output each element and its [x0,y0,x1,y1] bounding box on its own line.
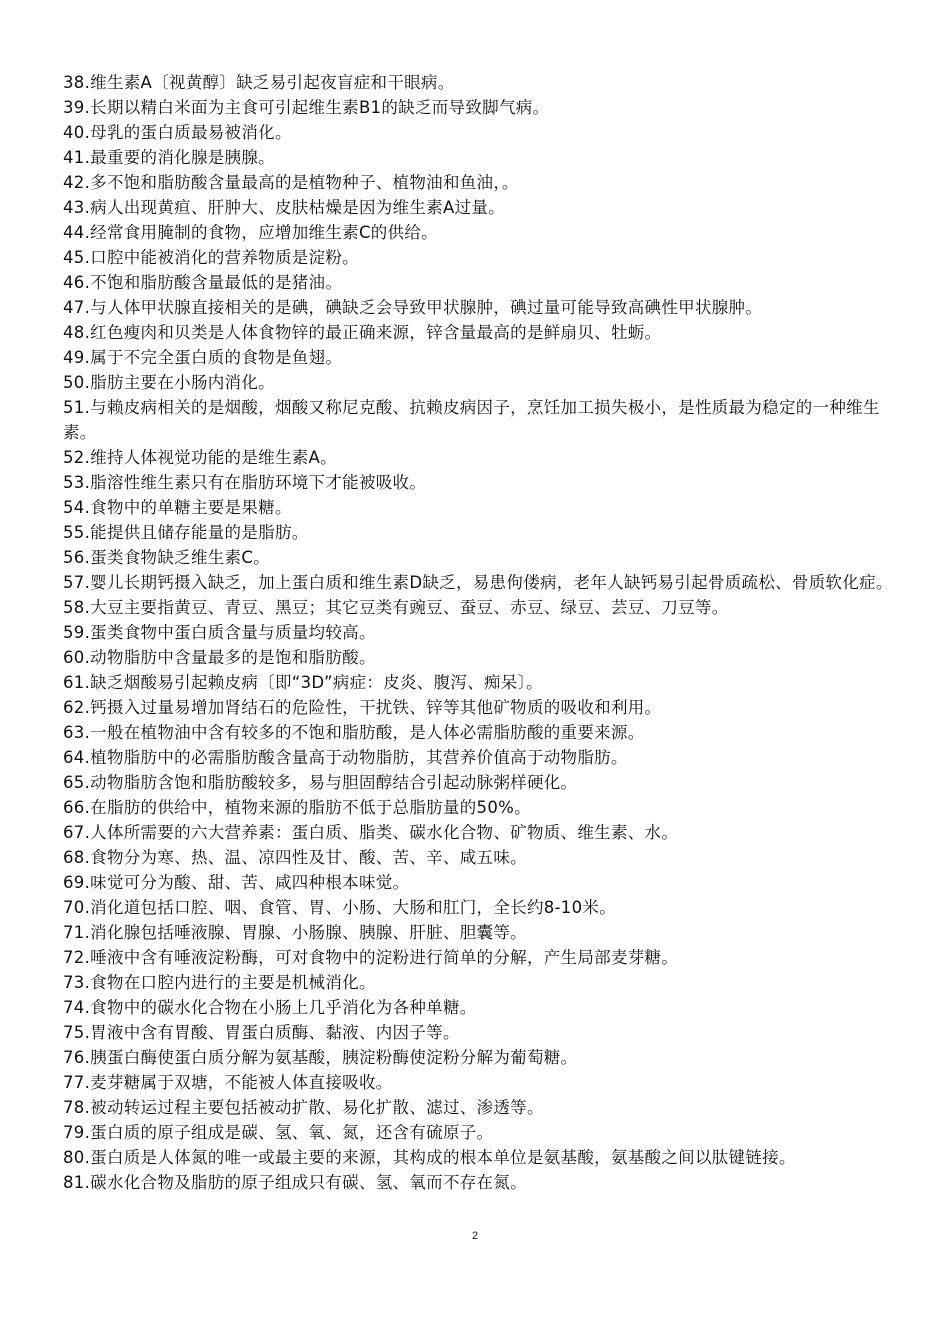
item-text: 长期以精白米面为主食可引起维生素B1的缺乏而导致脚气病。 [90,98,550,117]
item-text: 脂溶性维生素只有在脂肪环境下才能被吸收。 [90,473,427,492]
item-number: 81. [63,1173,91,1192]
item-text: 婴儿长期钙摄入缺乏，加上蛋白质和维生素D缺乏，易患佝偻病，老年人缺钙易引起骨质疏松、骨质软化症。 [90,573,893,592]
document-body [63,70,903,1195]
item-text: 多不饱和脂肪酸含量最高的是植物种子、植物油和鱼油，。 [90,173,519,192]
item-text: 唾液中含有唾液淀粉酶，可对食物中的淀粉进行简单的分解，产生局部麦芽糖。 [90,948,679,967]
item-number: 75. [63,1023,91,1042]
list-item [63,995,903,1020]
item-text: 人体所需要的六大营养素：蛋白质、脂类、碳水化合物、矿物质、维生素、水。 [90,823,679,842]
item-text: 脂肪主要在小肠内消化。 [90,373,275,392]
list-item [63,1145,903,1170]
item-text: 蛋白质是人体氮的唯一或最主要的来源，其构成的根本单位是氨基酸，氨基酸之间以肽键链接。 [90,1148,796,1167]
item-text: 维持人体视觉功能的是维生素A。 [90,448,337,467]
item-number: 73. [63,973,91,992]
item-text: 钙摄入过量易增加肾结石的危险性，干扰铁、锌等其他矿物质的吸收和利用。 [90,698,662,717]
list-item [63,245,903,270]
item-number: 39. [63,98,91,117]
item-number: 80. [63,1148,91,1167]
list-item [63,270,903,295]
list-item [63,170,903,195]
item-number: 49. [63,348,91,367]
list-item [63,695,903,720]
item-text: 食物中的单糖主要是果糖。 [90,498,292,517]
item-text: 味觉可分为酸、甜、苦、咸四种根本味觉。 [90,873,410,892]
item-text: 被动转运过程主要包括被动扩散、易化扩散、滤过、渗透等。 [90,1098,544,1117]
item-number: 74. [63,998,91,1017]
list-item [63,1045,903,1070]
list-item [63,670,903,695]
list-item [63,945,903,970]
item-text: 食物中的碳水化合物在小肠上几乎消化为各种单糖。 [90,998,477,1017]
item-number: 69. [63,873,91,892]
item-number: 79. [63,1123,91,1142]
item-text: 不饱和脂肪酸含量最低的是猪油。 [90,273,343,292]
item-text: 消化道包括口腔、咽、食管、胃、小肠、大肠和肛门，全长约8-10米。 [90,898,616,917]
item-text: 在脂肪的供给中，植物来源的脂肪不低于总脂肪量的50%。 [90,798,531,817]
list-item [63,295,903,320]
list-item [63,1020,903,1045]
list-item [63,470,903,495]
item-text: 与人体甲状腺直接相关的是碘，碘缺乏会导致甲状腺肿，碘过量可能导致高碘性甲状腺肿。 [90,298,763,317]
list-item [63,795,903,820]
list-item [63,345,903,370]
item-text: 蛋类食物缺乏维生素C。 [90,548,270,567]
item-text: 红色瘦肉和贝类是人体食物锌的最正确来源，锌含量最高的是鲜扇贝、牡蛎。 [90,323,662,342]
list-item [63,1070,903,1095]
list-item [63,920,903,945]
item-number: 58. [63,598,91,617]
item-text: 缺乏烟酸易引起赖皮病〔即“3D”病症：皮炎、腹泻、痴呆〕。 [90,673,543,692]
item-number: 54. [63,498,91,517]
list-item [63,595,903,620]
item-text: 一般在植物油中含有较多的不饱和脂肪酸，是人体必需脂肪酸的重要来源。 [90,723,645,742]
list-item [63,845,903,870]
item-text: 母乳的蛋白质最易被消化。 [90,123,292,142]
list-item [63,1120,903,1145]
item-number: 70. [63,898,91,917]
item-text: 病人出现黄疸、肝肿大、皮肤枯燥是因为维生素A过量。 [90,198,505,217]
list-item [63,495,903,520]
item-number: 45. [63,248,91,267]
item-text: 胰蛋白酶使蛋白质分解为氨基酸，胰淀粉酶使淀粉分解为葡萄糖。 [90,1048,578,1067]
item-number: 42. [63,173,91,192]
list-item [63,95,903,120]
item-number: 68. [63,848,91,867]
item-text: 食物在口腔内进行的主要是机械消化。 [90,973,376,992]
list-item [63,520,903,545]
list-item [63,545,903,570]
list-item [63,620,903,645]
list-item [63,570,903,595]
list-item [63,770,903,795]
item-text: 动物脂肪中含量最多的是饱和脂肪酸。 [90,648,376,667]
item-number: 76. [63,1048,91,1067]
item-text: 蛋类食物中蛋白质含量与质量均较高。 [90,623,376,642]
item-number: 71. [63,923,91,942]
item-text: 植物脂肪中的必需脂肪酸含量高于动物脂肪，其营养价值高于动物脂肪。 [90,748,628,767]
page-number: 2 [471,1230,479,1242]
list-item [63,1170,903,1195]
item-number: 46. [63,273,91,292]
item-number: 47. [63,298,91,317]
list-item [63,895,903,920]
item-text: 消化腺包括唾液腺、胃腺、小肠腺、胰腺、肝脏、胆囊等。 [90,923,527,942]
item-number: 48. [63,323,91,342]
item-text: 蛋白质的原子组成是碳、氢、氧、氮，还含有硫原子。 [90,1123,494,1142]
item-text: 维生素A〔视黄醇〕缺乏易引起夜盲症和干眼病。 [90,73,455,92]
item-number: 60. [63,648,91,667]
list-item [63,220,903,245]
list-item [63,320,903,345]
list-item [63,720,903,745]
item-number: 38. [63,73,91,92]
item-number: 53. [63,473,91,492]
item-text: 与赖皮病相关的是烟酸，烟酸又称尼克酸、抗赖皮病因子，烹饪加工损失极小，是性质最为稳定的一种维生素。 [63,398,880,442]
item-number: 63. [63,723,91,742]
list-item [63,70,903,95]
item-text: 最重要的消化腺是胰腺。 [90,148,275,167]
list-item [63,195,903,220]
item-number: 55. [63,523,91,542]
item-number: 66. [63,798,91,817]
list-item [63,870,903,895]
list-item [63,745,903,770]
item-number: 41. [63,148,91,167]
item-number: 65. [63,773,91,792]
item-number: 40. [63,123,91,142]
item-number: 57. [63,573,91,592]
item-text: 碳水化合物及脂肪的原子组成只有碳、氢、氧而不存在氮。 [90,1173,527,1192]
item-number: 43. [63,198,91,217]
item-number: 67. [63,823,91,842]
item-number: 64. [63,748,91,767]
list-item [63,395,903,445]
item-number: 52. [63,448,91,467]
item-text: 食物分为寒、热、温、凉四性及甘、酸、苦、辛、咸五味。 [90,848,527,867]
list-item [63,145,903,170]
list-item [63,120,903,145]
list-item [63,445,903,470]
item-number: 59. [63,623,91,642]
item-text: 大豆主要指黄豆、青豆、黑豆；其它豆类有豌豆、蚕豆、赤豆、绿豆、芸豆、刀豆等。 [90,598,729,617]
item-text: 能提供且储存能量的是脂肪。 [90,523,309,542]
item-number: 78. [63,1098,91,1117]
item-text: 属于不完全蛋白质的食物是鱼翅。 [90,348,343,367]
list-item [63,645,903,670]
item-number: 62. [63,698,91,717]
item-number: 44. [63,223,91,242]
list-item [63,1095,903,1120]
item-text: 麦芽糖属于双塘，不能被人体直接吸收。 [90,1073,393,1092]
item-text: 口腔中能被消化的营养物质是淀粉。 [90,248,359,267]
list-item [63,370,903,395]
item-text: 经常食用腌制的食物，应增加维生素C的供给。 [90,223,438,242]
item-number: 77. [63,1073,91,1092]
item-number: 56. [63,548,91,567]
item-number: 61. [63,673,91,692]
list-item [63,820,903,845]
item-text: 动物脂肪含饱和脂肪酸较多，易与胆固醇结合引起动脉粥样硬化。 [90,773,578,792]
item-number: 72. [63,948,91,967]
list-item [63,970,903,995]
item-number: 51. [63,398,91,417]
item-text: 胃液中含有胃酸、胃蛋白质酶、黏液、内因子等。 [90,1023,460,1042]
item-number: 50. [63,373,91,392]
